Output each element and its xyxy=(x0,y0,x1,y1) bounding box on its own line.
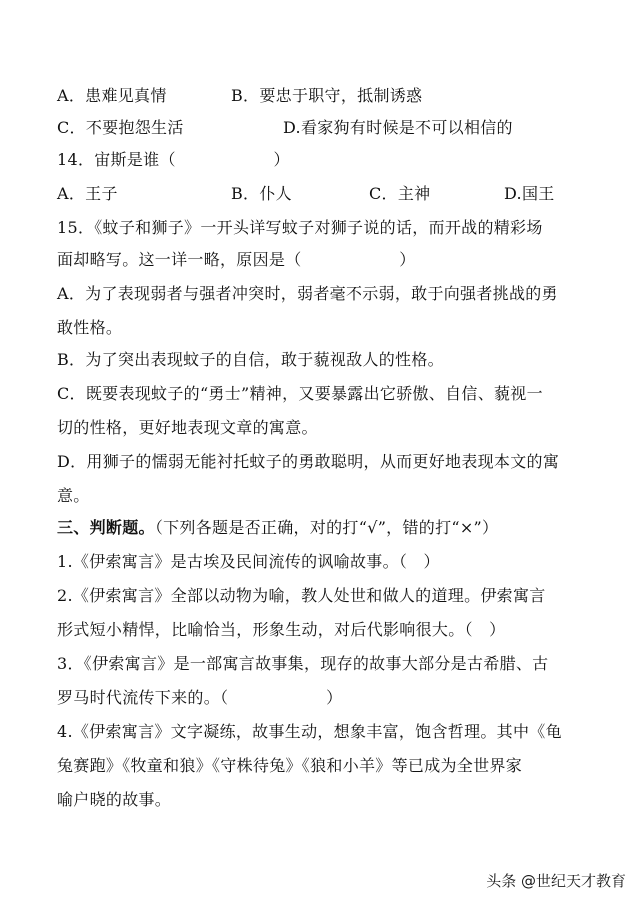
q14-option-a: A．王子 xyxy=(57,184,118,203)
section-3-heading: 三、判断题。 xyxy=(57,518,155,537)
q14-option-d: D.国王 xyxy=(504,184,555,203)
watermark-text: 头条 @世纪天才教育 xyxy=(486,872,626,890)
q15-option-d-line-2: 意。 xyxy=(57,486,90,505)
section-3-instruction: （下列各题是否正确，对的打“√”，错的打“×”） xyxy=(154,518,499,537)
q15-option-d-line-1: D．用狮子的懦弱无能衬托蚊子的勇敢聪明，从而更好地表现本文的寓 xyxy=(57,452,560,471)
q14-stem: 14．宙斯是谁（ ） xyxy=(57,150,290,169)
q13-option-c: C．不要抱怨生活 xyxy=(57,118,184,137)
judgment-item-3-line-2: 罗马时代流传下来的。（ ） xyxy=(57,688,343,707)
judgment-item-4-line-2: 兔赛跑》《牧童和狼》《守株待兔》《狼和小羊》等已成为全世界家 xyxy=(57,756,523,775)
q15-option-b: B．为了突出表现蚊子的自信，敢于藐视敌人的性格。 xyxy=(57,350,444,369)
q14-option-c: C．主神 xyxy=(369,184,431,203)
q15-option-a-line-1: A．为了表现弱者与强者冲突时，弱者毫不示弱，敢于向强者挑战的勇 xyxy=(57,284,558,303)
q15-stem-line-2: 面却略写。这一详一略，原因是（ ） xyxy=(57,250,416,269)
judgment-item-4-line-1: 4.《伊索寓言》文字凝练，故事生动，想象丰富，饱含哲理。其中《龟 xyxy=(57,722,562,741)
q14-option-b: B．仆人 xyxy=(231,184,292,203)
judgment-item-2-line-2: 形式短小精悍，比喻恰当，形象生动，对后代影响很大。（ ） xyxy=(57,620,506,639)
q15-option-c-line-1: C．既要表现蚊子的“勇士”精神，又要暴露出它骄傲、自信、藐视一 xyxy=(57,384,543,403)
judgment-item-4-line-3: 喻户晓的故事。 xyxy=(57,790,172,809)
q15-stem-line-1: 15．《蚊子和狮子》一开头详写蚊子对狮子说的话，而开战的精彩场 xyxy=(57,218,543,237)
judgment-item-1: 1.《伊索寓言》是古埃及民间流传的讽喻故事。（ ） xyxy=(57,552,440,571)
q13-option-d: D.看家狗有时候是不可以相信的 xyxy=(283,118,513,137)
q15-option-c-line-2: 切的性格，更好地表现文章的寓意。 xyxy=(57,418,318,437)
q13-option-a: A．患难见真情 xyxy=(57,86,167,105)
judgment-item-3-line-1: 3．《伊索寓言》是一部寓言故事集，现存的故事大部分是古希腊、古 xyxy=(57,654,549,673)
q13-option-b: B．要忠于职守，抵制诱惑 xyxy=(231,86,423,105)
q15-option-a-line-2: 敢性格。 xyxy=(57,318,123,337)
section-3-heading-row xyxy=(57,518,498,538)
judgment-item-2-line-1: 2.《伊索寓言》全部以动物为喻，教人处世和做人的道理。伊索寓言 xyxy=(57,586,546,605)
